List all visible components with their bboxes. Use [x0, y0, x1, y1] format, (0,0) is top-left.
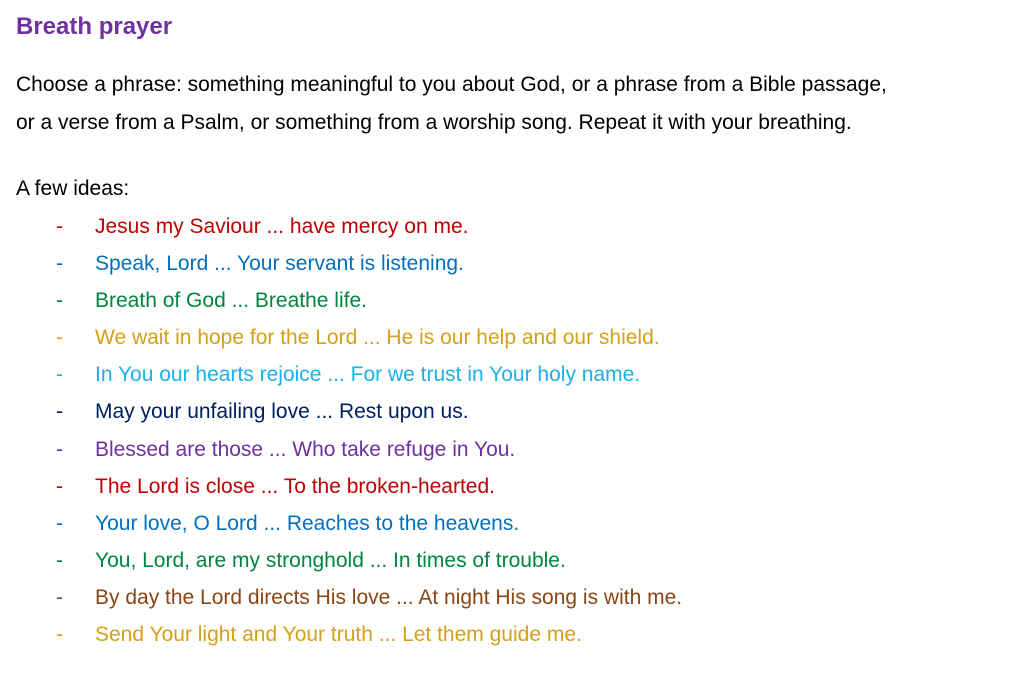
intro-line-1: Choose a phrase: something meaningful to you about God, or a phrase from a Bible passage,	[16, 73, 887, 96]
list-item	[16, 468, 1008, 505]
list-item-text: Jesus my Saviour ... have mercy on me.	[95, 215, 469, 238]
list-item	[16, 505, 1008, 542]
list-bullet: -	[56, 400, 63, 424]
list-item-text: Send Your light and Your truth ... Let them guide me.	[95, 623, 582, 647]
list-bullet: -	[56, 585, 63, 609]
list-bullet: -	[56, 289, 63, 313]
list-bullet: -	[56, 437, 63, 461]
list-item	[16, 208, 1008, 245]
list-item-text: In You our hearts rejoice ... For we trust in Your holy name.	[95, 363, 641, 387]
intro-paragraph	[16, 66, 1008, 142]
list-item-text: May your unfailing love ... Rest upon us.	[95, 400, 469, 424]
page-title: Breath prayer	[16, 13, 173, 40]
list-item	[16, 356, 1008, 393]
list-item	[16, 579, 1008, 616]
list-item-text: Speak, Lord ... Your servant is listening.	[95, 252, 464, 276]
list-item-text: Breath of God ... Breathe life.	[95, 289, 367, 313]
ideas-list	[16, 208, 1008, 653]
list-bullet: -	[56, 623, 63, 647]
list-item-text: You, Lord, are my stronghold ... In times of trouble.	[95, 548, 566, 572]
list-item	[16, 431, 1008, 468]
list-item-text: Blessed are those ... Who take refuge in You.	[95, 437, 516, 461]
list-bullet: -	[56, 215, 63, 238]
list-bullet: -	[56, 326, 63, 350]
list-item	[16, 616, 1008, 653]
intro-line-2: or a verse from a Psalm, or something from a worship song. Repeat it with your breathing.	[16, 111, 852, 134]
list-bullet: -	[56, 511, 63, 535]
list-item	[16, 319, 1008, 356]
list-bullet: -	[56, 474, 63, 498]
list-item-text: The Lord is close ... To the broken-hearted.	[95, 474, 496, 498]
list-item-text: By day the Lord directs His love ... At night His song is with me.	[95, 585, 683, 609]
list-bullet: -	[56, 252, 63, 276]
list-item	[16, 282, 1008, 319]
list-item	[16, 542, 1008, 579]
list-bullet: -	[56, 363, 63, 387]
list-item-text: Your love, O Lord ... Reaches to the heavens.	[95, 511, 520, 535]
list-bullet: -	[56, 548, 63, 572]
list-item	[16, 393, 1008, 430]
ideas-heading: A few ideas:	[16, 177, 130, 200]
list-item-text: We wait in hope for the Lord ... He is our help and our shield.	[95, 326, 660, 350]
list-item	[16, 245, 1008, 282]
